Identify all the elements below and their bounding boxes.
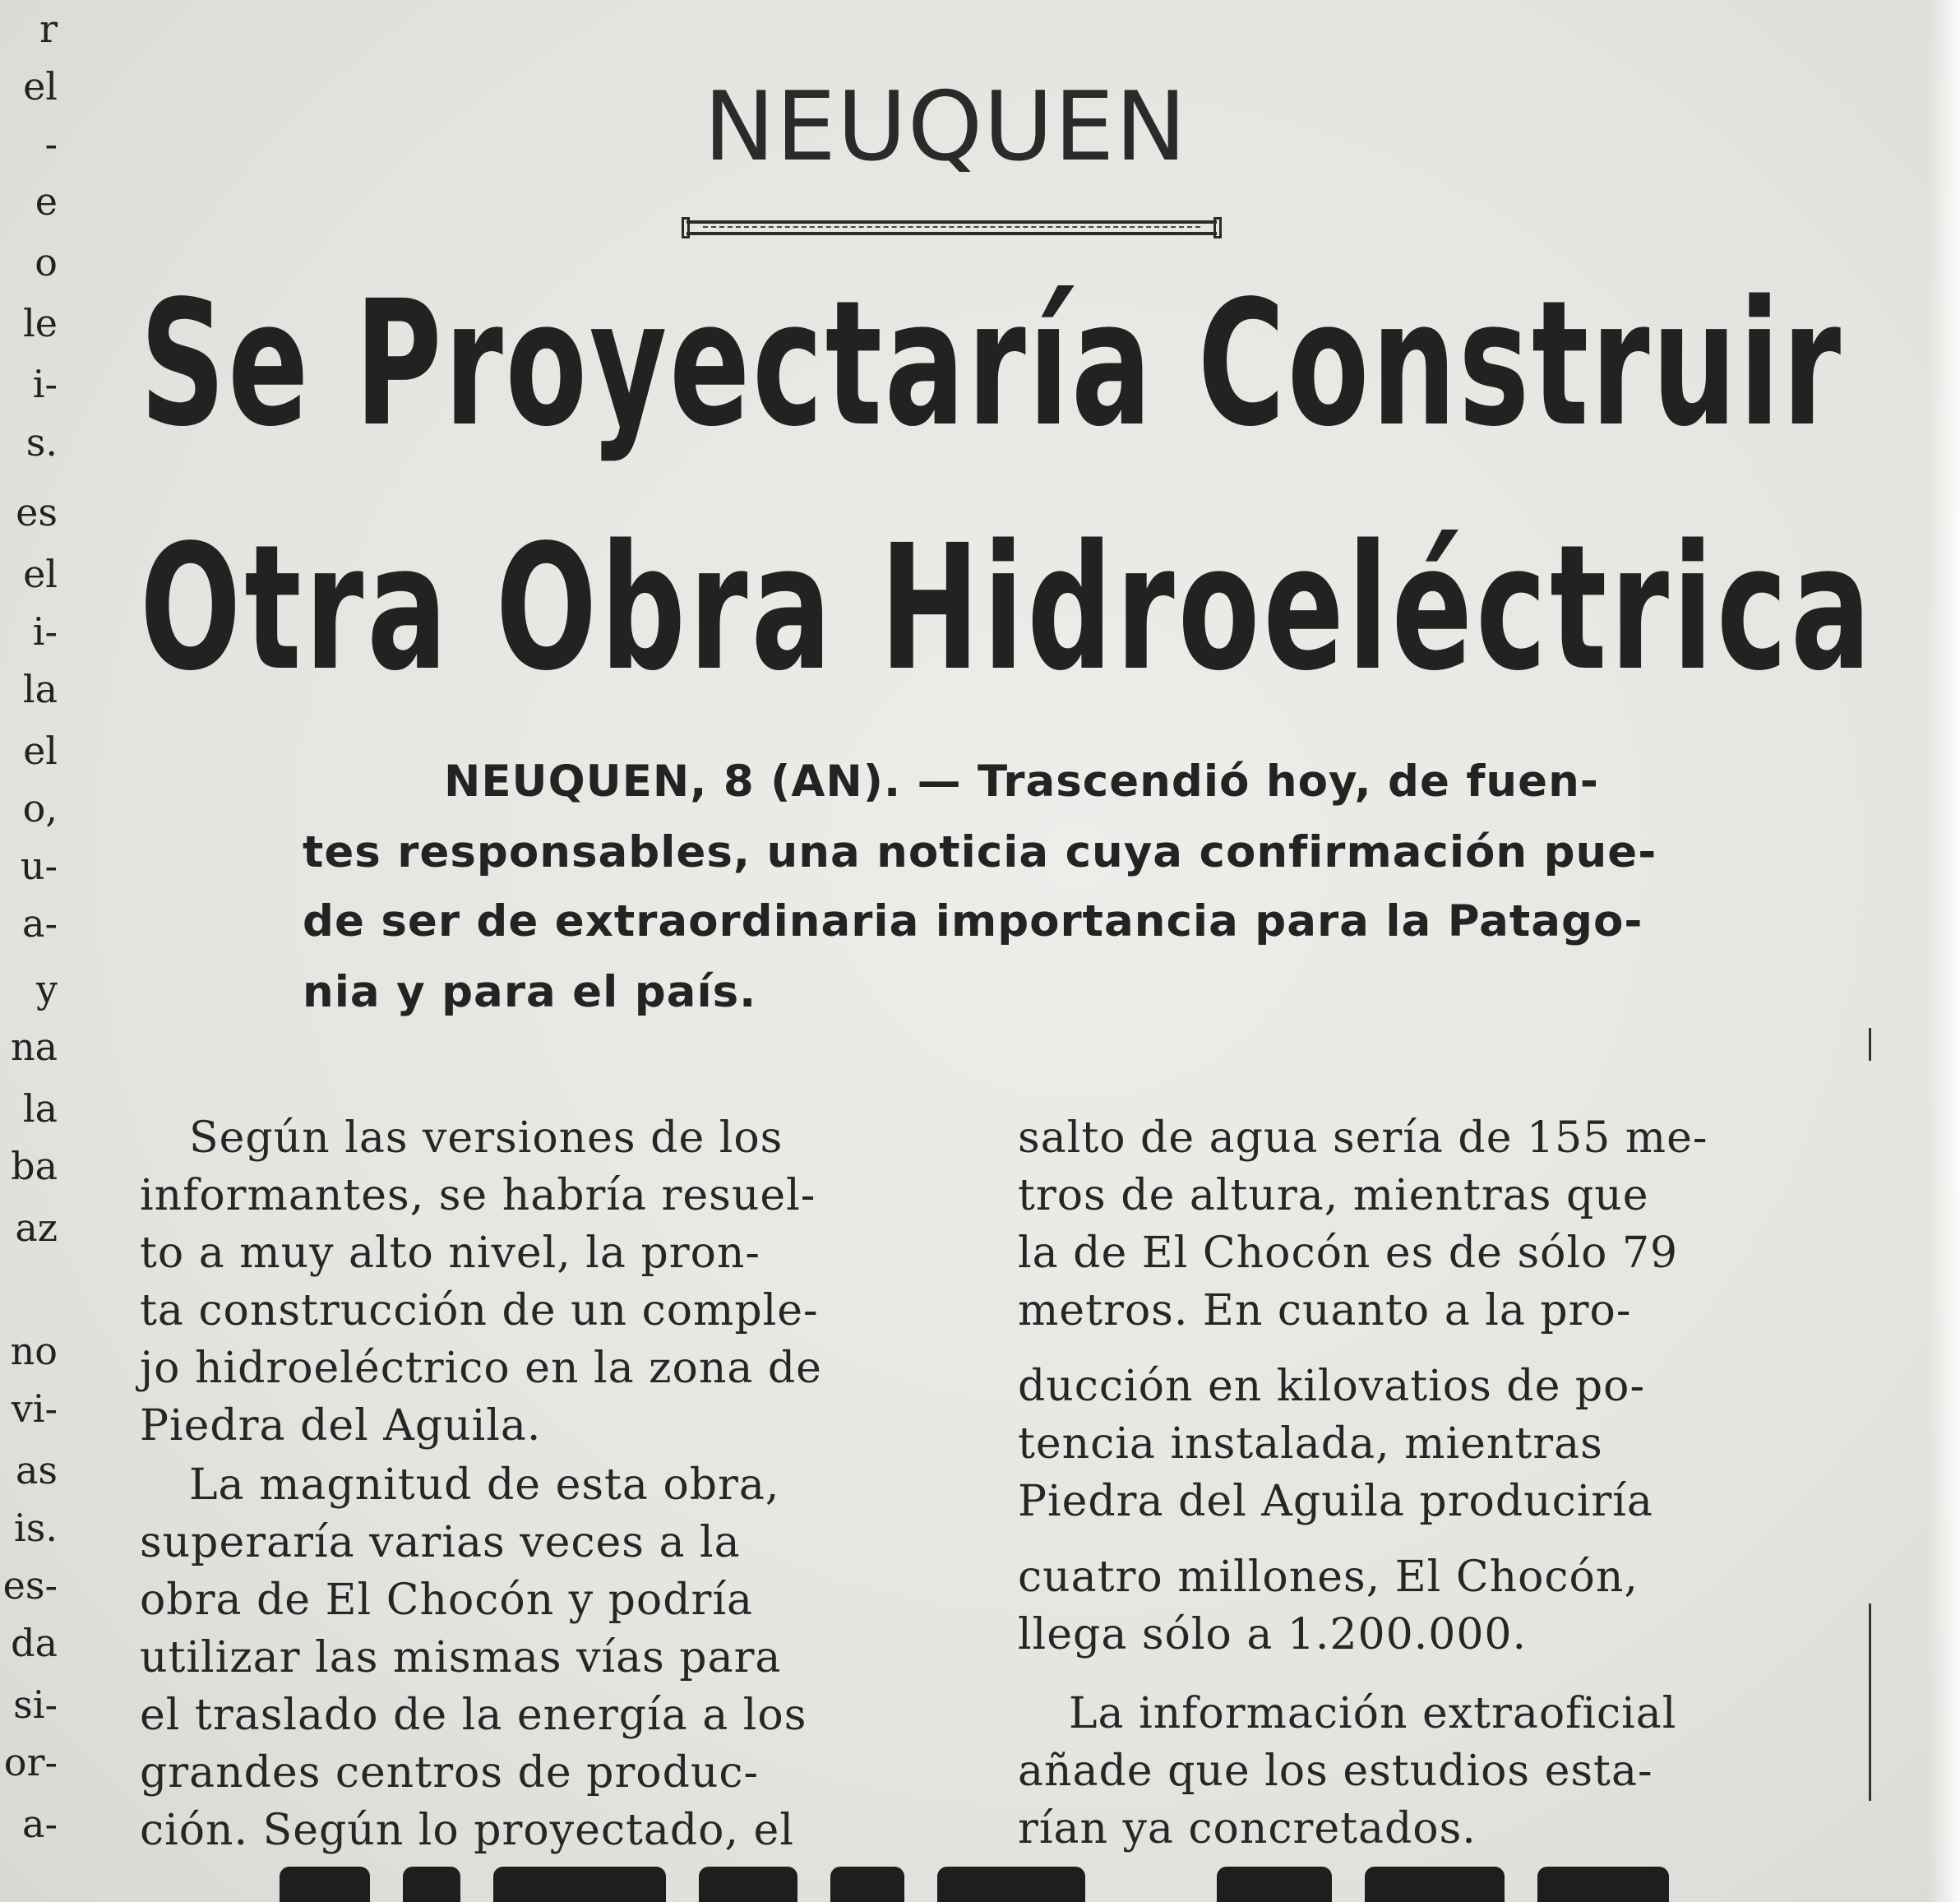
column1-line: ta construcción de un comple- — [140, 1286, 819, 1335]
left-fragment: s. — [25, 420, 58, 465]
column2-line: salto de agua sería de 155 me- — [1018, 1113, 1708, 1163]
left-fragment: el — [23, 729, 58, 773]
column2-line: ducción en kilovatios de po- — [1018, 1362, 1646, 1411]
left-fragment: i- — [32, 609, 58, 654]
left-fragment: no — [10, 1329, 58, 1373]
headline-line-2: Otra Obra Hidroeléctrica — [140, 507, 1874, 709]
left-fragment: da — [11, 1621, 58, 1665]
left-fragment: o, — [22, 786, 58, 831]
left-fragment: a- — [22, 901, 58, 946]
lead-line: NEUQUEN, 8 (AN). — Trascendió hoy, de fuen- — [444, 757, 1599, 807]
margin-mark — [1869, 1604, 1871, 1801]
left-fragment: y — [36, 967, 58, 1011]
column1-line: utilizar las mismas vías para — [140, 1633, 782, 1682]
left-fragment: - — [44, 122, 58, 166]
lead-line: nia y para el país. — [303, 967, 757, 1017]
left-fragment: el — [23, 64, 58, 109]
column2-line: llega sólo a 1.200.000. — [1018, 1610, 1528, 1659]
left-fragment: vi- — [11, 1386, 58, 1431]
left-column-fragments — [0, 0, 58, 1902]
lead-line: tes responsables, una noticia cuya confirmación pue- — [303, 827, 1657, 877]
left-fragment: as — [15, 1448, 58, 1492]
column2-line: añade que los estudios esta- — [1018, 1747, 1653, 1796]
left-fragment: es- — [2, 1563, 58, 1608]
left-fragment: na — [10, 1025, 58, 1069]
column2-line: la de El Chocón es de sólo 79 — [1018, 1229, 1679, 1278]
column1-line: Según las versiones de los — [189, 1113, 784, 1163]
column1-line: superaría varias veces a la — [140, 1518, 741, 1567]
lead-line: de ser de extraordinaria importancia para la Patago- — [303, 896, 1643, 946]
column1-line: obra de El Chocón y podría — [140, 1576, 754, 1625]
column2-line: tros de altura, mientras que — [1018, 1171, 1649, 1220]
column1-line: el traslado de la energía a los — [140, 1691, 807, 1740]
next-headline-fragment — [247, 1867, 1850, 1902]
left-fragment: le — [23, 301, 58, 345]
column1-line: Piedra del Aguila. — [140, 1401, 542, 1451]
left-fragment: la — [22, 667, 58, 711]
left-fragment: ba — [11, 1144, 58, 1188]
column2-line: Piedra del Aguila produciría — [1018, 1477, 1653, 1526]
column1-line: ción. Según lo proyectado, el — [140, 1806, 794, 1855]
column1-line: grandes centros de produc- — [140, 1748, 760, 1798]
column1-line: informantes, se habría resuel- — [140, 1171, 816, 1220]
left-fragment: e — [35, 179, 58, 224]
column1-line: jo hidroeléctrico en la zona de — [140, 1344, 822, 1393]
left-fragment: az — [15, 1206, 58, 1250]
left-fragment: is. — [14, 1506, 58, 1550]
margin-mark — [1869, 1028, 1871, 1061]
left-fragment: si- — [13, 1682, 58, 1727]
ornamental-rule — [686, 220, 1217, 235]
left-fragment: u- — [20, 844, 58, 888]
left-fragment: el — [23, 552, 58, 596]
left-fragment: i- — [32, 362, 58, 406]
left-fragment: or- — [3, 1740, 58, 1784]
column2-line: cuatro millones, El Chocón, — [1018, 1553, 1639, 1602]
column2-line: rían ya concretados. — [1018, 1804, 1477, 1853]
left-fragment: r — [39, 7, 58, 51]
section-title: NEUQUEN — [703, 72, 1188, 183]
left-fragment: es — [16, 490, 58, 535]
column2-line: metros. En cuanto a la pro- — [1018, 1286, 1632, 1335]
column2-line: La información extraoficial — [1069, 1689, 1677, 1738]
paper-edge — [1927, 0, 1960, 1902]
column2-line: tencia instalada, mientras — [1018, 1419, 1603, 1469]
left-fragment: o — [35, 240, 58, 285]
headline-line-1: Se Proyectaría Construir — [140, 263, 1843, 465]
column1-line: to a muy alto nivel, la pron- — [140, 1229, 760, 1278]
left-fragment: la — [22, 1086, 58, 1131]
column1-line: La magnitud de esta obra, — [189, 1460, 780, 1510]
left-fragment: a- — [22, 1802, 58, 1846]
